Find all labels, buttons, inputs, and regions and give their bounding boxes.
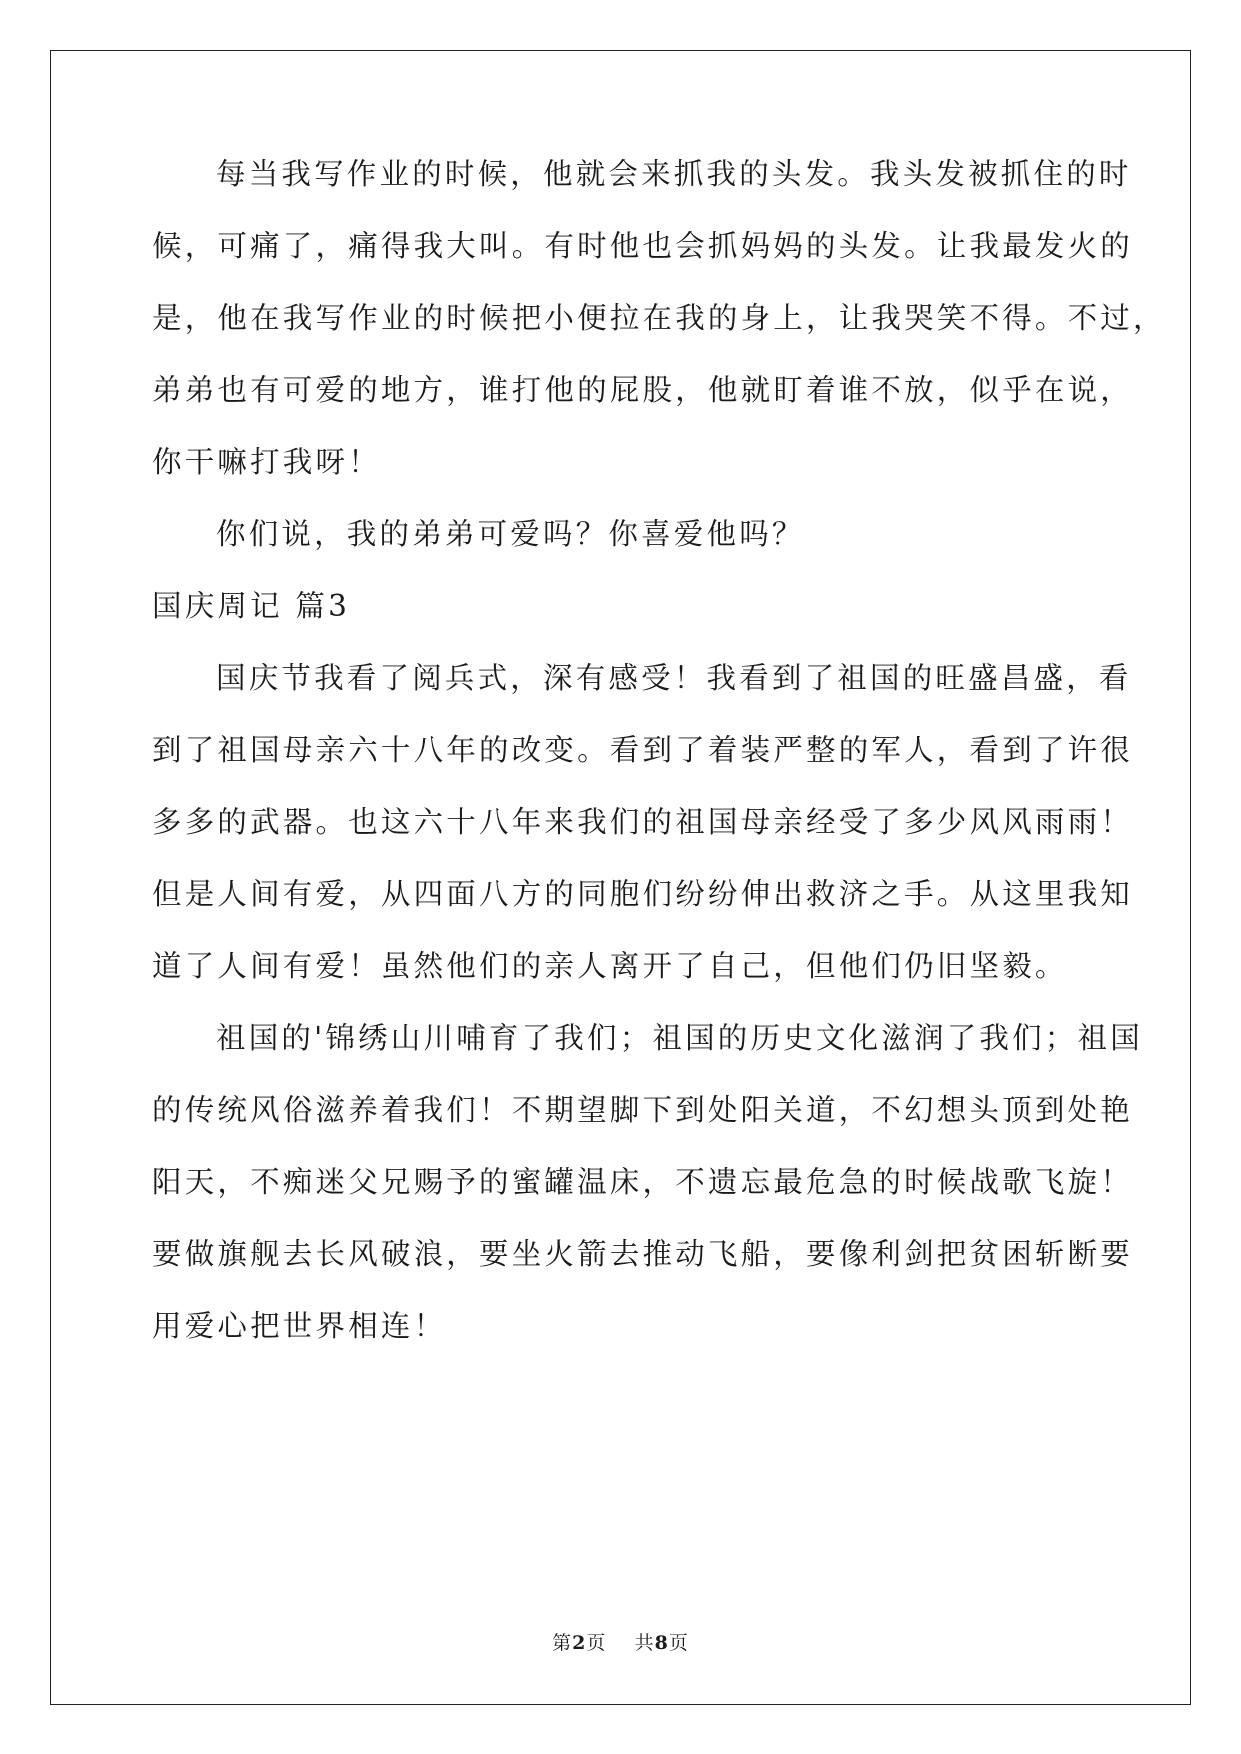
text-line: 要做旗舰去长风破浪，要坐火箭去推动飞船，要像利剑把贫困斩断要: [152, 1237, 1134, 1271]
section-heading: 国庆周记 篇3: [152, 589, 351, 623]
page-suffix: 页: [586, 1632, 607, 1654]
total-prefix: 共: [634, 1632, 655, 1654]
page-number: 2: [572, 1632, 587, 1654]
page-prefix: 第: [552, 1632, 573, 1654]
text-line: 每当我写作业的时候，他就会来抓我的头发。我头发被抓住的时: [216, 157, 1132, 191]
text-line: 用爱心把世界相连！: [152, 1309, 447, 1343]
text-line: 道了人间有爱！虽然他们的亲人离开了自己，但他们仍旧坚毅。: [152, 949, 1068, 983]
total-pages: 8: [654, 1632, 669, 1654]
text-line: 祖国的'锦绣山川哺育了我们；祖国的历史文化滋润了我们；祖国: [216, 1021, 1143, 1055]
total-suffix: 页: [668, 1632, 689, 1654]
text-line: 到了祖国母亲六十八年的改变。看到了着装严整的军人，看到了许很: [152, 733, 1134, 767]
text-line: 阳天，不痴迷父兄赐予的蜜罐温床，不遗忘最危急的时候战歌飞旋！: [152, 1165, 1134, 1199]
text-line: 是，他在我写作业的时候把小便拉在我的身上，让我哭笑不得。不过，: [152, 301, 1166, 335]
text-line: 你们说，我的弟弟可爱吗？你喜爱他吗？: [216, 517, 805, 551]
text-line: 多多的武器。也这六十八年来我们的祖国母亲经受了多少风风雨雨！: [152, 805, 1134, 839]
page-footer: [0, 1628, 1241, 1655]
text-line: 但是人间有爱，从四面八方的同胞们纷纷伸出救济之手。从这里我知: [152, 877, 1134, 911]
text-line: 弟弟也有可爱的地方，谁打他的屁股，他就盯着谁不放，似乎在说，: [152, 373, 1134, 407]
text-line: 国庆节我看了阅兵式，深有感受！我看到了祖国的旺盛昌盛，看: [216, 661, 1132, 695]
text-line: 的传统风俗滋养着我们！不期望脚下到处阳关道，不幻想头顶到处艳: [152, 1093, 1134, 1127]
text-line: 候，可痛了，痛得我大叫。有时他也会抓妈妈的头发。让我最发火的: [152, 229, 1134, 263]
text-line: 你干嘛打我呀！: [152, 445, 381, 479]
